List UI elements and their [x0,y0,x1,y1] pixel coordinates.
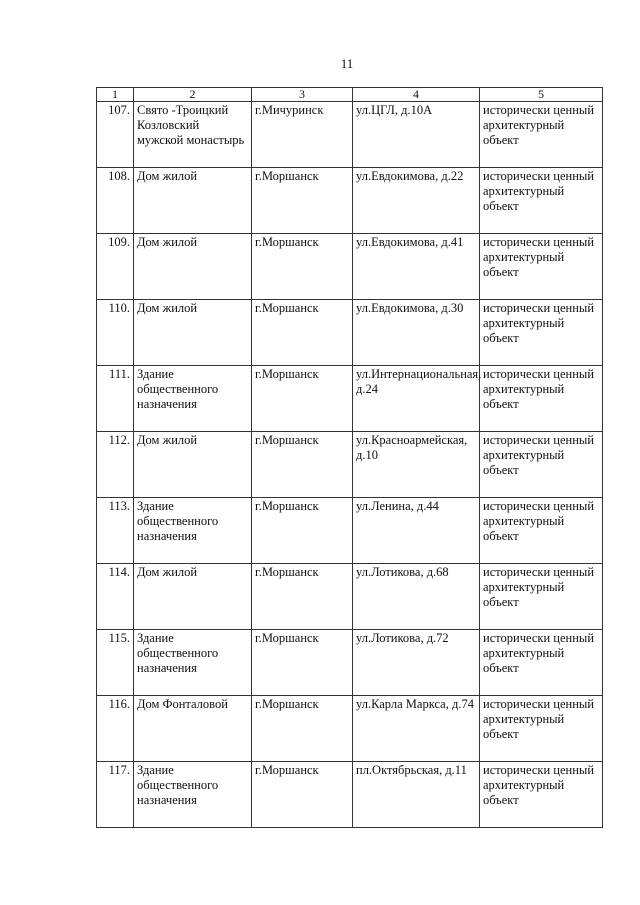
object-city: г.Моршанск [252,696,353,762]
table-row [97,234,603,300]
object-address: пл.Октябрьская, д.11 [353,762,480,828]
table-row [97,564,603,630]
row-number: 113. [97,498,134,564]
table-row [97,630,603,696]
object-address: ул.ЦГЛ, д.10А [353,102,480,168]
row-number: 116. [97,696,134,762]
object-address: ул.Интернациональная, д.24 [353,366,480,432]
row-number: 110. [97,300,134,366]
object-city: г.Моршанск [252,432,353,498]
row-number: 108. [97,168,134,234]
object-name: Дом жилой [134,432,252,498]
row-number: 114. [97,564,134,630]
object-category: исторически ценный архитектурный объект [480,630,603,696]
table-row [97,168,603,234]
object-name: Свято -Троицкий Козловский мужской монастырь [134,102,252,168]
object-address: ул.Евдокимова, д.41 [353,234,480,300]
object-address: ул.Лотикова, д.68 [353,564,480,630]
table-row [97,696,603,762]
object-name: Дом жилой [134,564,252,630]
object-address: ул.Красноармейская, д.10 [353,432,480,498]
column-header-2: 2 [134,88,252,102]
row-number: 107. [97,102,134,168]
object-address: ул.Лотикова, д.72 [353,630,480,696]
page-number: 11 [340,56,354,71]
object-city: г.Моршанск [252,564,353,630]
object-category: исторически ценный архитектурный объект [480,762,603,828]
object-category: исторически ценный архитектурный объект [480,432,603,498]
row-number: 115. [97,630,134,696]
table-row [97,102,603,168]
object-name: Дом жилой [134,234,252,300]
object-category: исторически ценный архитектурный объект [480,498,603,564]
object-address: ул.Евдокимова, д.22 [353,168,480,234]
column-header-4: 4 [353,88,480,102]
object-address: ул.Евдокимова, д.30 [353,300,480,366]
column-header-3: 3 [252,88,353,102]
object-city: г.Моршанск [252,300,353,366]
column-header-1: 1 [97,88,134,102]
table-row [97,432,603,498]
row-number: 112. [97,432,134,498]
object-city: г.Мичуринск [252,102,353,168]
object-name: Здание общественного назначения [134,498,252,564]
row-number: 117. [97,762,134,828]
object-name: Дом жилой [134,168,252,234]
object-category: исторически ценный архитектурный объект [480,366,603,432]
object-city: г.Моршанск [252,168,353,234]
table-row [97,300,603,366]
object-category: исторически ценный архитектурный объект [480,234,603,300]
heritage-objects-table [96,87,603,828]
object-category: исторически ценный архитектурный объект [480,168,603,234]
object-name: Дом Фонталовой [134,696,252,762]
object-category: исторически ценный архитектурный объект [480,564,603,630]
object-address: ул.Ленина, д.44 [353,498,480,564]
object-category: исторически ценный архитектурный объект [480,102,603,168]
table-row [97,762,603,828]
object-category: исторически ценный архитектурный объект [480,696,603,762]
table-row [97,366,603,432]
object-city: г.Моршанск [252,366,353,432]
object-city: г.Моршанск [252,498,353,564]
column-header-5: 5 [480,88,603,102]
table-row [97,498,603,564]
object-address: ул.Карла Маркса, д.74 [353,696,480,762]
object-city: г.Моршанск [252,234,353,300]
object-name: Здание общественного назначения [134,630,252,696]
object-category: исторически ценный архитектурный объект [480,300,603,366]
column-number-row [97,88,603,102]
object-name: Здание общественного назначения [134,762,252,828]
object-city: г.Моршанск [252,630,353,696]
object-city: г.Моршанск [252,762,353,828]
object-name: Здание общественного назначения [134,366,252,432]
object-name: Дом жилой [134,300,252,366]
row-number: 111. [97,366,134,432]
row-number: 109. [97,234,134,300]
